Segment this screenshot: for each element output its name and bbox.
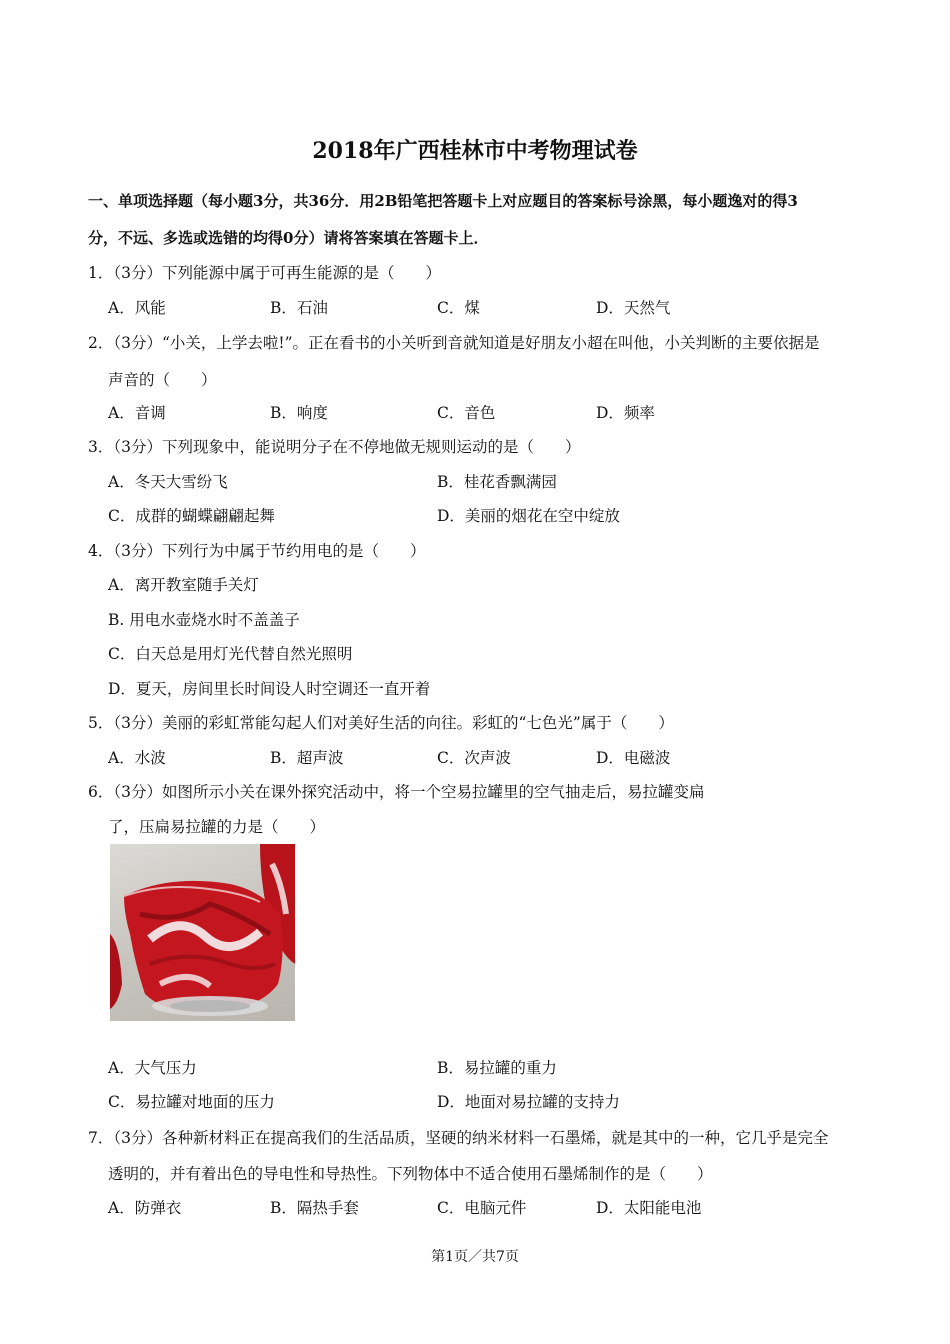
question-6-stem: 6．（3分）如图所示小关在课外探究活动中，将一个空易拉罐里的空气抽走后，易拉罐变扁 [88,783,705,801]
q3-option-c: C．成群的蝴蝶翩翩起舞 [108,507,275,525]
crushed-can-photo [110,844,295,1021]
q5-option-c: C．次声波 [437,749,511,767]
q2-option-c: C．音色 [437,404,496,422]
q7-option-d: D．太阳能电池 [596,1199,702,1217]
q3-option-b: B．桂花香飘满园 [437,473,557,491]
q2-option-a: A．音调 [108,404,166,422]
q7-option-c: C．电脑元件 [437,1199,527,1217]
q6-option-d: D．地面对易拉罐的支持力 [437,1093,620,1111]
question-6-stem-cont: 了，压扁易拉罐的力是（ ） [108,818,326,836]
q7-option-b: B．隔热手套 [270,1199,359,1217]
page-footer: 第1页／共7页 [431,1249,519,1265]
q6-option-c: C．易拉罐对地面的压力 [108,1093,275,1111]
question-2-stem: 2．（3分）“小关，上学去啦!”。正在看书的小关听到音就知道是好朋友小超在叫他，小关判断的主要依据是 [88,334,820,352]
q5-option-a: A．水波 [108,749,166,767]
question-1-stem: 1．（3分）下列能源中属于可再生能源的是（ ） [88,264,441,282]
q5-option-d: D．电磁波 [596,749,671,767]
q4-option-a: A．离开教室随手关灯 [108,576,259,594]
q1-option-c: C．煤 [437,299,480,317]
q3-option-d: D．美丽的烟花在空中绽放 [437,507,620,525]
question-7-stem: 7．（3分）各种新材料正在提高我们的生活品质，坚硬的纳米材料一石墨烯，就是其中的一种，它几乎是完全 [88,1129,829,1147]
q2-option-b: B．响度 [270,404,328,422]
q4-option-d: D．夏天，房间里长时间设人时空调还一直开着 [108,680,431,698]
q1-option-b: B．石油 [270,299,328,317]
q7-option-a: A．防弹衣 [108,1199,182,1217]
q5-option-b: B．超声波 [270,749,344,767]
q6-option-a: A．大气压力 [108,1059,197,1077]
question-2-stem-cont: 声音的（ ） [108,371,217,389]
q1-option-d: D．天然气 [596,299,671,317]
question-3-stem: 3．（3分）下列现象中，能说明分子在不停地做无规则运动的是（ ） [88,438,581,456]
question-4-stem: 4．（3分）下列行为中属于节约用电的是（ ） [88,542,426,560]
question-5-stem: 5．（3分）美丽的彩虹常能勾起人们对美好生活的向往。彩虹的“七色光”属于（ ） [88,714,674,732]
q1-option-a: A．风能 [108,299,166,317]
q6-option-b: B．易拉罐的重力 [437,1059,557,1077]
section-heading-line2: 分，不远、多选或选错的均得0分）请将答案填在答题卡上． [88,229,489,247]
page-title: 2018年广西桂林市中考物理试卷 [312,138,638,164]
q3-option-a: A．冬天大雪纷飞 [108,473,228,491]
section-heading-line1: 一、单项选择题（每小题3分，共36分．用2B铅笔把答题卡上对应题目的答案标号涂黑，每小题逸对的得3 [88,192,798,210]
q4-option-b: B. 用电水壶烧水时不盖盖子 [108,611,300,629]
q4-option-c: C．白天总是用灯光代替自然光照明 [108,645,353,663]
q2-option-d: D．频率 [596,404,655,422]
question-7-stem-cont: 透明的，并有着出色的导电性和导热性。下列物体中不适合使用石墨烯制作的是（ ） [108,1165,713,1183]
